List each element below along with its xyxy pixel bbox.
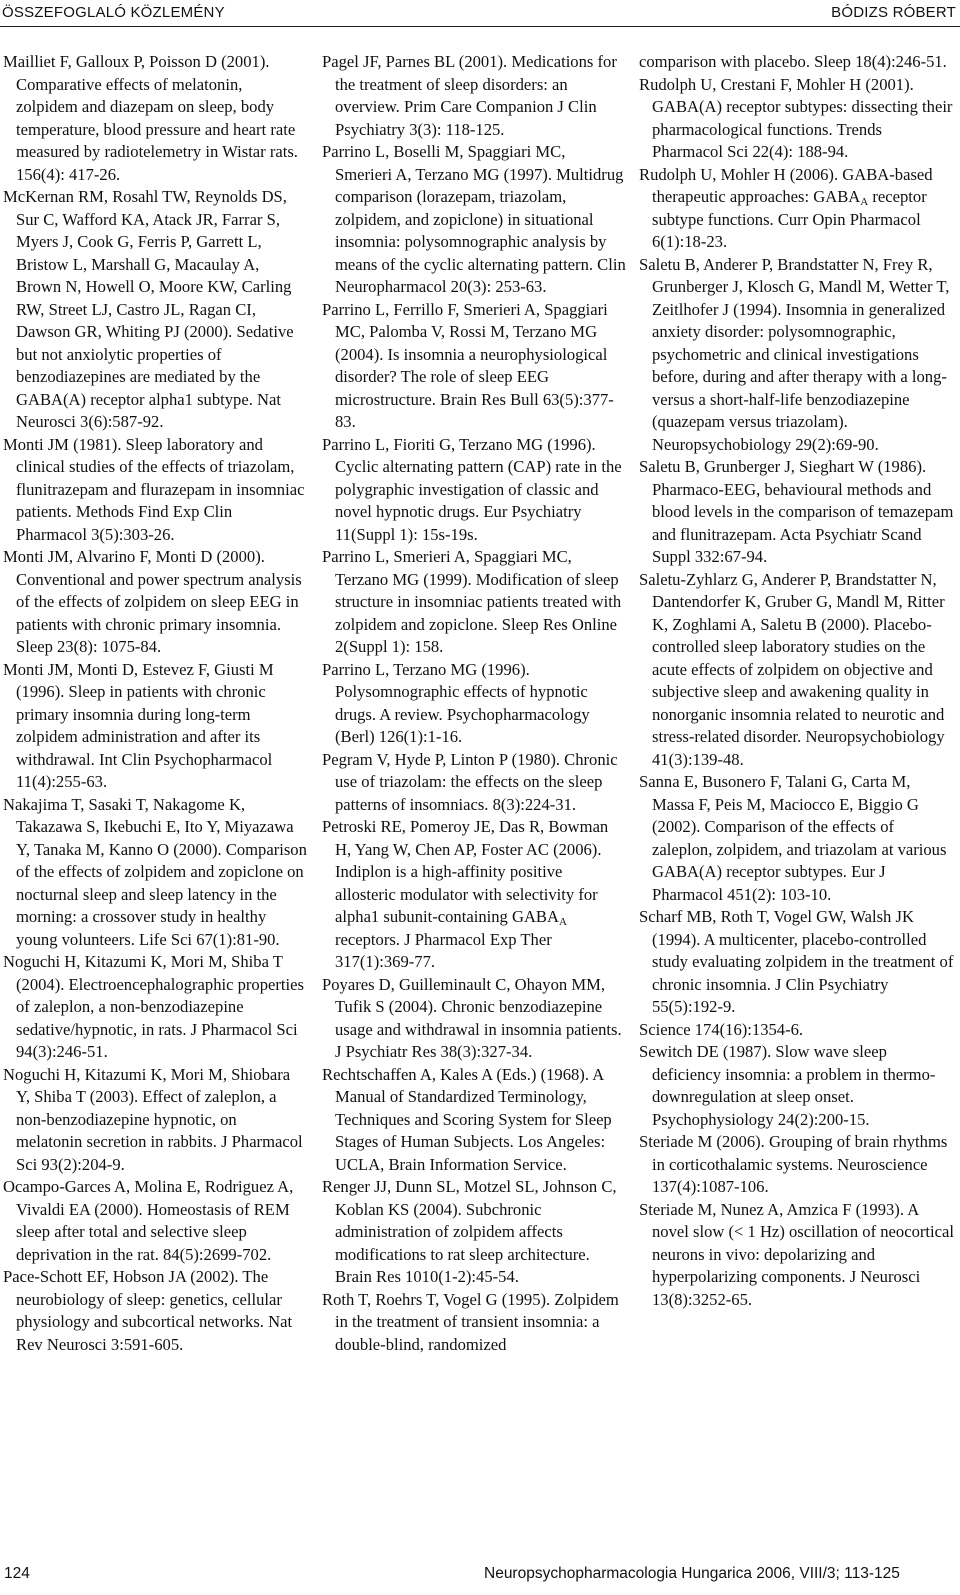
reference-entry: Parrino L, Fioriti G, Terzano MG (1996). Cyclic alternating pattern (CAP) rate in the polygraphic investigation of classic and novel hypnotic drugs. Eur Psychiatry 11(Suppl 1): 15s-19s. [322, 434, 622, 544]
reference-entry: Parrino L, Terzano MG (1996). Polysomnographic effects of hypnotic drugs. A review. Psychopharmacology (Berl) 126(1):1-16. [322, 659, 590, 746]
reference-column-2 [322, 51, 626, 1356]
reference-entry [639, 164, 954, 254]
running-header-section: ÖSSZEFOGLALÓ KÖZLEMÉNY [2, 4, 225, 21]
reference-entry: Rechtschaffen A, Kales A (Eds.) (1968). A Manual of Standardized Terminology, Techniques and Scoring System for Sleep Stages of Human Subjects. Los Angeles: UCLA, Brain Information Service. [322, 1064, 612, 1174]
header-rule [0, 26, 960, 27]
reference-entry: Scharf MB, Roth T, Vogel GW, Walsh JK (1994). A multicenter, placebo-controlled study evaluating zolpidem in the treatment of chronic insomnia. J Clin Psychiatry 55(5):192-9. [639, 907, 954, 1016]
reference-entry: Monti JM, Monti D, Estevez F, Giusti M (1996). Sleep in patients with chronic primary insomnia during long-term zolpidem administration and after its withdrawal. Int Clin Psychopharmacol 11(4):255-63. [3, 659, 274, 791]
reference-entry: Mailliet F, Galloux P, Poisson D (2001). Comparative effects of melatonin, zolpidem and diazepam on sleep, body temperature, blood pressure and heart rate measured by radiotelemetry in Wistar rats. 156(4): 417-26. [3, 52, 298, 184]
reference-entry: Roth T, Roehrs T, Vogel G (1995). Zolpidem in the treatment of transient insomnia: a double-blind, randomized [322, 1289, 619, 1354]
reference-entry [322, 816, 626, 974]
reference-entry: Monti JM, Alvarino F, Monti D (2000). Conventional and power spectrum analysis of the effects of zolpidem on sleep EEG in patients with chronic primary insomnia. Sleep 23(8): 1075-84. [3, 547, 302, 656]
reference-entry: Poyares D, Guilleminault C, Ohayon MM, Tufik S (2004). Chronic benzodiazepine usage and withdrawal in insomnia patients. J Psychiatr Res 38(3):327-34. [322, 974, 622, 1061]
reference-entry: McKernan RM, Rosahl TW, Reynolds DS, Sur C, Wafford KA, Atack JR, Farrar S, Myers J, Cook G, Ferris P, Garrett L, Bristow L, Marshall G, Macaulay A, Brown N, Howell O, Moore KW, Carling RW, Street LJ, Castro JL, Ragan CI, Dawson GR, Whiting PJ (2000). Sedative but not anxiolytic properties of benzodiazepines are mediated by the GABA(A) receptor alpha1 subtype. Nat Neurosci 3(6):587-92. [3, 187, 294, 431]
reference-entry: Saletu B, Anderer P, Brandstatter N, Frey R, Grunberger J, Klosch G, Mandl M, Wetter T, Zeitlhofer J (1994). Insomnia in generalized anxiety disorder: polysomnographic, psychometric and clinical investigations before, during and after therapy with a long- versus a short-half-life benzodiazepine (quazepam versus triazolam). Neuropsychobiology 29(2):69-90. [639, 254, 950, 454]
reference-text: receptors. J Pharmacol Exp Ther 317(1):369-77. [335, 929, 552, 971]
reference-text: Rudolph U, Mohler H (2006). GABA-based therapeutic approaches: GABA [639, 164, 933, 206]
reference-entry: Nakajima T, Sasaki T, Nakagome K, Takazawa S, Ikebuchi E, Ito Y, Miyazawa Y, Tanaka M, Kanno O (2000). Comparison of the effects of zolpidem and zopiclone on nocturnal sleep and sleep latency in the morning: a crossover study in healthy young volunteers. Life Sci 67(1):81-90. [3, 794, 307, 949]
reference-entry: Sanna E, Busonero F, Talani G, Carta M, Massa F, Peis M, Maciocco E, Biggio G (2002). Comparison of the effects of zaleplon, zolpidem, and triazolam at various GABA(A) receptor subtypes. Eur J Pharmacol 451(2): 103-10. [639, 772, 947, 904]
running-header-author: BÓDIZS RÓBERT [831, 4, 956, 21]
reference-entry: Science 174(16):1354-6. [639, 1019, 804, 1039]
reference-entry: Monti JM (1981). Sleep laboratory and clinical studies of the effects of triazolam, flunitrazepam and flurazepam in insomniac patients. Methods Find Exp Clin Pharmacol 3(5):303-26. [3, 434, 305, 544]
reference-entry: Pegram V, Hyde P, Linton P (1980). Chronic use of triazolam: the effects on the sleep patterns of insomniacs. 8(3):224-31. [322, 749, 618, 814]
reference-entry: Parrino L, Smerieri A, Spaggiari MC, Terzano MG (1999). Modification of sleep structure in insomniac patients treated with zolpidem and zopiclone. Sleep Res Online 2(Suppl 1): 158. [322, 547, 622, 656]
reference-column-1 [3, 51, 307, 1356]
reference-entry: Parrino L, Ferrillo F, Smerieri A, Spaggiari MC, Palomba V, Rossi M, Terzano MG (2004). Is insomnia a neurophysiological disorder? The role of sleep EEG microstructure. Brain Res Bull 63(5):377-83. [322, 299, 614, 431]
reference-entry: Noguchi H, Kitazumi K, Mori M, Shiba T (2004). Electroencephalographic properties of zaleplon, a non-benzodiazepine sedative/hypnotic, in rats. J Pharmacol Sci 94(3):246-51. [3, 952, 304, 1061]
reference-entry: Parrino L, Boselli M, Spaggiari MC, Smerieri A, Terzano MG (1997). Multidrug comparison (lorazepam, triazolam, zolpidem, and zopiclone) in situational insomnia: polysomnographic analysis by means of the cyclic alternating pattern. Clin Neuropharmacol 20(3): 253-63. [322, 142, 626, 296]
reference-entry: comparison with placebo. Sleep 18(4):246-51. [639, 52, 947, 71]
subscript: A [558, 916, 567, 928]
reference-entry: Sewitch DE (1987). Slow wave sleep deficiency insomnia: a problem in thermo-downregulation at sleep onset. Psychophysiology 24(2):200-15. [639, 1042, 936, 1129]
reference-entry: Renger JJ, Dunn SL, Motzel SL, Johnson C, Koblan KS (2004). Subchronic administration of zolpidem affects modifications to rat sleep architecture. Brain Res 1010(1-2):45-54. [322, 1177, 617, 1286]
reference-entry: Steriade M (2006). Grouping of brain rhythms in corticothalamic systems. Neuroscience 137(4):1087-106. [639, 1132, 948, 1196]
reference-entry: Saletu B, Grunberger J, Sieghart W (1986). Pharmaco-EEG, behavioural methods and blood levels in the comparison of temazepam and flunitrazepam. Acta Psychiatr Scand Suppl 332:67-94. [639, 457, 954, 566]
reference-entry: Pagel JF, Parnes BL (2001). Medications for the treatment of sleep disorders: an overview. Prim Care Companion J Clin Psychiatry 3(3): 118-125. [322, 52, 617, 139]
page-number: 124 [4, 1565, 30, 1582]
reference-entry: Pace-Schott EF, Hobson JA (2002). The neurobiology of sleep: genetics, cellular physiology and subcortical networks. Nat Rev Neurosci 3:591-605. [3, 1267, 293, 1354]
reference-text: Petroski RE, Pomeroy JE, Das R, Bowman H, Yang W, Chen AP, Foster AC (2006). Indiplon is a high-affinity positive allosteric modulator with selectivity for alpha1 subunit-containing GABA [322, 817, 609, 926]
reference-entry: Rudolph U, Crestani F, Mohler H (2001). GABA(A) receptor subtypes: dissecting their pharmacological functions. Trends Pharmacol Sci 22(4): 188-94. [639, 74, 953, 161]
journal-citation: Neuropsychopharmacologia Hungarica 2006, VIII/3; 113-125 [484, 1565, 900, 1582]
reference-entry: Steriade M, Nunez A, Amzica F (1993). A novel slow (< 1 Hz) oscillation of neocortical neurons in vivo: depolarizing and hyperpolarizing components. J Neurosci 13(8):3252-65. [639, 1199, 954, 1309]
reference-column-3 [639, 51, 954, 1311]
reference-entry: Noguchi H, Kitazumi K, Mori M, Shiobara Y, Shiba T (2003). Effect of zaleplon, a non-benzodiazepine hypnotic, on melatonin secretion in rabbits. J Pharmacol Sci 93(2):204-9. [3, 1064, 303, 1174]
subscript: A [860, 196, 869, 208]
reference-entry: Saletu-Zyhlarz G, Anderer P, Brandstatter N, Dantendorfer K, Gruber G, Mandl M, Ritter K, Zoghlami A, Saletu B (2000). Placebo-controlled sleep laboratory studies on the acute effects of zolpidem on objective and subjective sleep and awakening quality in nonorganic insomnia related to neurotic and stress-related disorder. Neuropsychobiology 41(3):139-48. [639, 569, 945, 769]
reference-text: receptor subtype functions. Curr Opin Pharmacol 6(1):18-23. [652, 187, 927, 251]
reference-entry: Ocampo-Garces A, Molina E, Rodriguez A, Vivaldi EA (2000). Homeostasis of REM sleep after total and selective sleep deprivation in the rat. 84(5):2699-702. [3, 1177, 294, 1264]
